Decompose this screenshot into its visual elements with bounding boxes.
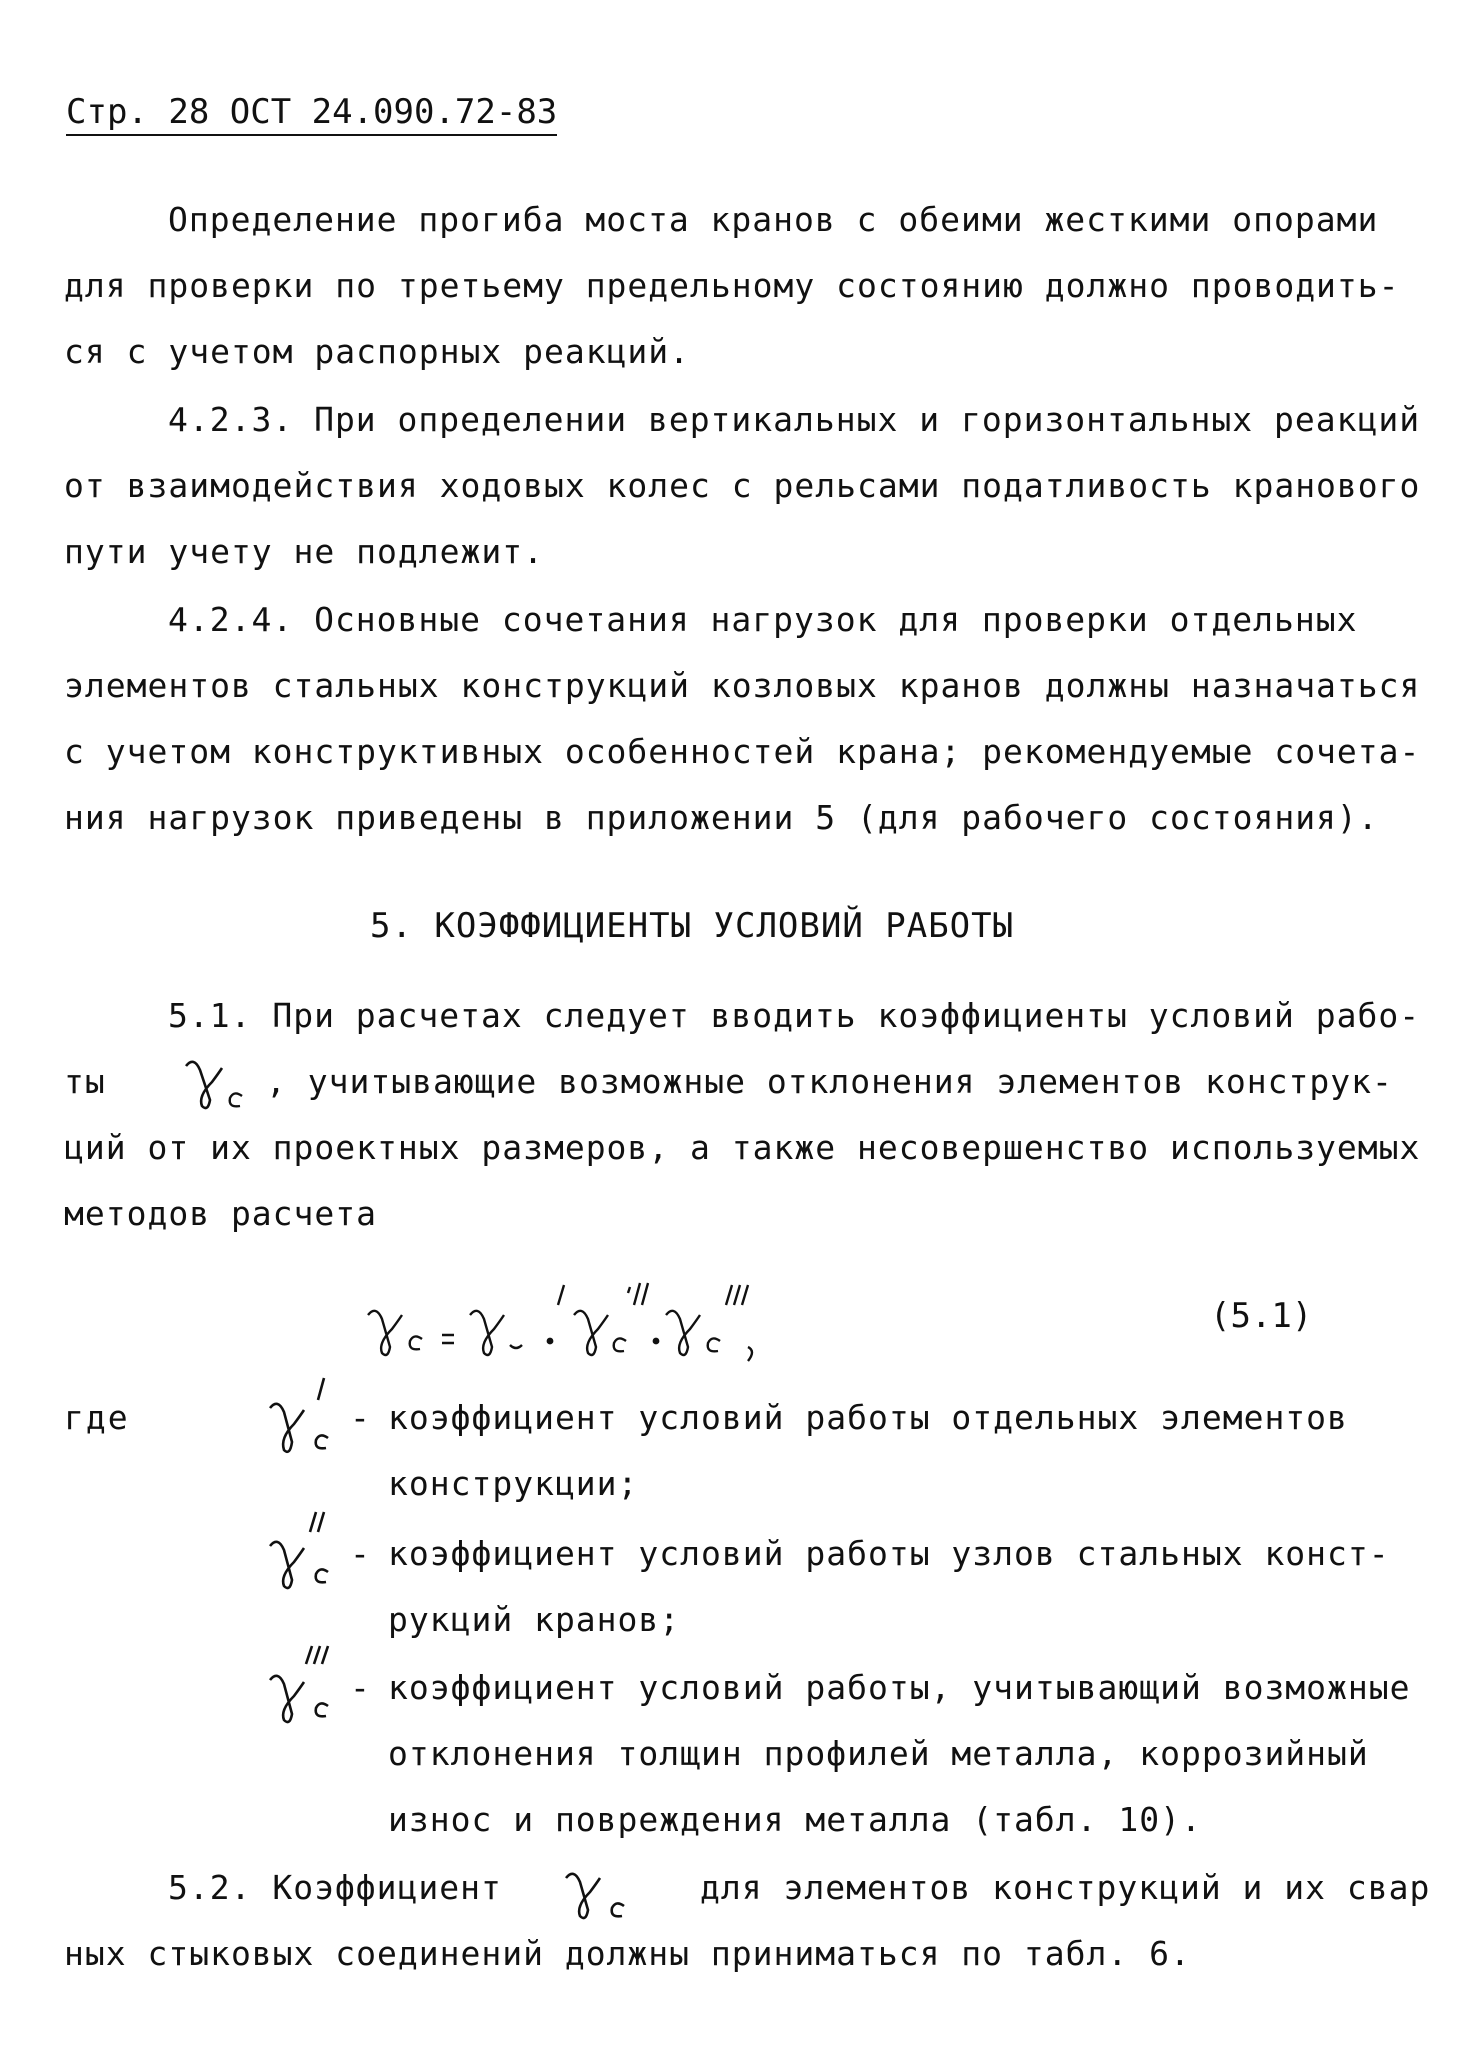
paragraph-line: , учитывающие возможные отклонения элементов конструк-: [266, 1062, 1393, 1101]
paragraph-line: 4.2.4. Основные сочетания нагрузок для проверки отдельных: [168, 600, 1358, 639]
definition-dash: -: [350, 1398, 370, 1437]
paragraph-line: ты: [64, 1062, 106, 1101]
definition-dash: -: [350, 1534, 370, 1573]
paragraph-line: 4.2.3. При определении вертикальных и горизонтальных реакций: [168, 400, 1421, 439]
gamma-c-symbol: [180, 1048, 250, 1118]
paragraph-line: для проверки по третьему предельному состоянию должно проводить-: [64, 266, 1400, 305]
formula-5-1: [360, 1275, 920, 1385]
paragraph-line: с учетом конструктивных особенностей крана; рекомендуемые сочета-: [64, 732, 1421, 771]
paragraph-line: Определение прогиба моста кранов с обеими жесткими опорами: [168, 200, 1379, 239]
equation-number: (5.1): [1210, 1296, 1313, 1336]
paragraph-line: 5.2. Коэффициент: [168, 1868, 502, 1907]
where-label: где: [64, 1398, 130, 1437]
definition-line: износ и повреждения металла (табл. 10).: [388, 1800, 1202, 1839]
page-header: Стр. 28 ОСТ 24.090.72-83: [66, 92, 557, 136]
paragraph-line: 5.1. При расчетах следует вводить коэффициенты условий рабо-: [168, 996, 1421, 1035]
gamma-c-triple-prime-symbol: [262, 1640, 342, 1730]
paragraph-line: элементов стальных конструкций козловых кранов должны назначаться: [64, 666, 1421, 705]
definition-line: коэффициент условий работы отдельных элементов: [388, 1398, 1348, 1437]
gamma-c-symbol: [558, 1848, 638, 1928]
gamma-c-prime-symbol: [262, 1372, 342, 1462]
paragraph-line: от взаимодействия ходовых колес с рельсами податливость кранового: [64, 466, 1421, 505]
definition-line: коэффициент условий работы узлов стальных конст-: [388, 1534, 1390, 1573]
paragraph-line: методов расчета: [64, 1194, 378, 1233]
gamma-c-double-prime-symbol: [262, 1506, 342, 1596]
paragraph-line: ных стыковых соединений должны приниматься по табл. 6.: [64, 1934, 1191, 1973]
definition-line: отклонения толщин профилей металла, коррозийный: [388, 1734, 1369, 1773]
paragraph-line: пути учету не подлежит.: [64, 532, 544, 571]
definition-line: коэффициент условий работы, учитывающий возможные: [388, 1668, 1411, 1707]
paragraph-line: для элементов конструкций и их свар: [700, 1868, 1431, 1907]
paragraph-line: ся с учетом распорных реакций.: [64, 332, 691, 371]
definition-line: рукций кранов;: [388, 1600, 681, 1639]
definition-line: конструкции;: [388, 1464, 639, 1503]
paragraph-line: ций от их проектных размеров, а также несовершенство используемых: [64, 1128, 1421, 1167]
section-title: 5. КОЭФФИЦИЕНТЫ УСЛОВИЙ РАБОТЫ: [370, 906, 1015, 946]
paragraph-line: ния нагрузок приведены в приложении 5 (для рабочего состояния).: [64, 798, 1379, 837]
definition-dash: -: [350, 1668, 370, 1707]
